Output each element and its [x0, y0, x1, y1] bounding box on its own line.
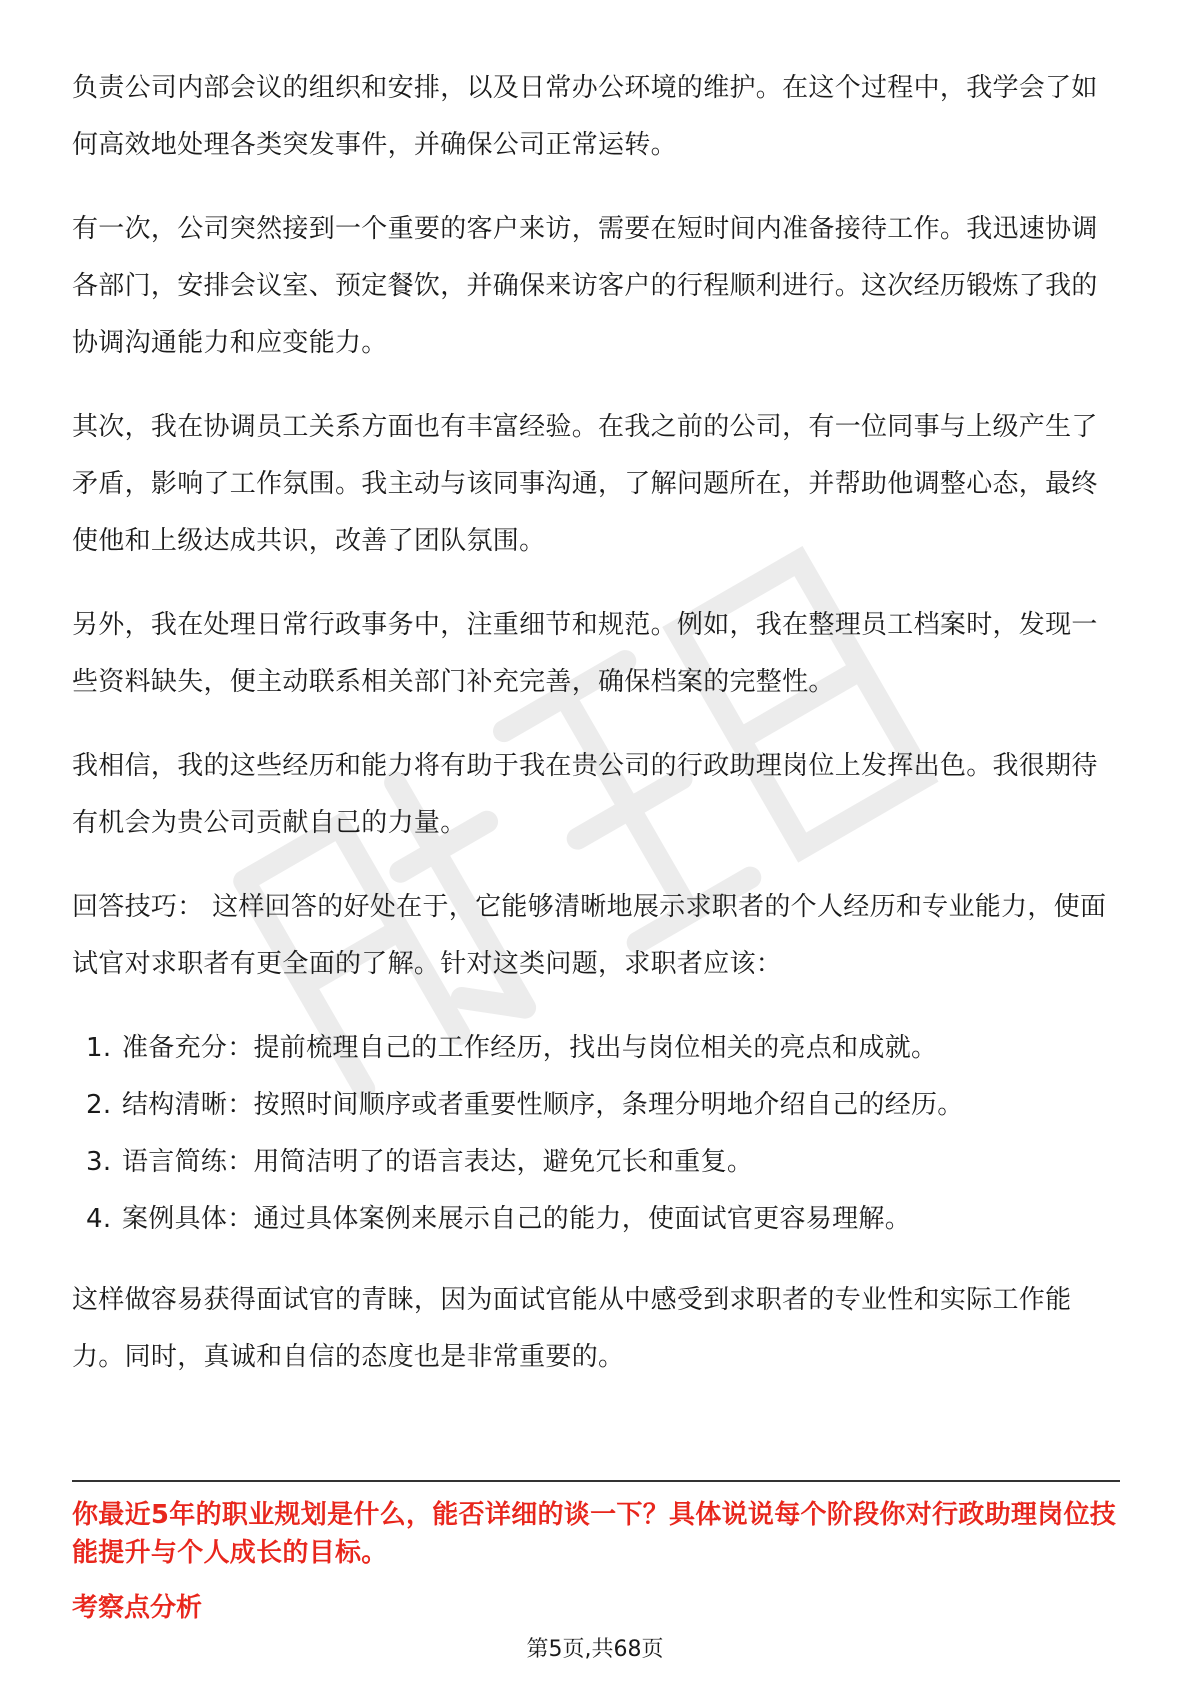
- list-item: [86, 1077, 1120, 1134]
- list-item-text: 案例具体：通过具体案例来展示自己的能力，使面试官更容易理解。: [122, 1204, 912, 1234]
- paragraph-closing: 这样做容易获得面试官的青睐，因为面试官能从中感受到求职者的专业性和实际工作能力。同时，真诚和自信的态度也是非常重要的。: [72, 1285, 1072, 1372]
- paragraph-employee-relations: 其次，我在协调员工关系方面也有丰富经验。在我之前的公司，有一位同事与上级产生了矛盾，影响了工作氛围。我主动与该同事沟通，了解问题所在，并帮助他调整心态，最终使他和上级达成共识，改善了团队氛围。: [72, 412, 1098, 556]
- next-question-heading: 你最近5年的职业规划是什么，能否详细的谈一下？具体说说每个阶段你对行政助理岗位技能提升与个人成长的目标。: [72, 1500, 1117, 1568]
- list-item-number: 2.: [86, 1090, 112, 1120]
- list-item-text: 准备充分：提前梳理自己的工作经历，找出与岗位相关的亮点和成就。: [122, 1033, 938, 1063]
- paragraph-answer-tips: 回答技巧： 这样回答的好处在于，它能够清晰地展示求职者的个人经历和专业能力，使面试官对求职者有更全面的了解。针对这类问题，求职者应该：: [72, 892, 1107, 979]
- list-item-number: 3.: [86, 1147, 112, 1177]
- paragraph-conclusion: 我相信，我的这些经历和能力将有助于我在贵公司的行政助理岗位上发挥出色。我很期待有机会为贵公司贡献自己的力量。: [72, 751, 1098, 838]
- paragraph-daily-affairs: 另外，我在处理日常行政事务中，注重细节和规范。例如，我在整理员工档案时，发现一些资料缺失，便主动联系相关部门补充完善，确保档案的完整性。: [72, 610, 1098, 697]
- list-item-text: 结构清晰：按照时间顺序或者重要性顺序，条理分明地介绍自己的经历。: [122, 1090, 964, 1120]
- paragraph-client-visit: 有一次，公司突然接到一个重要的客户来访，需要在短时间内准备接待工作。我迅速协调各部门，安排会议室、预定餐饮，并确保来访客户的行程顺利进行。这次经历锻炼了我的协调沟通能力和应变能力。: [72, 214, 1098, 358]
- list-item: [86, 1020, 1120, 1077]
- tips-list: [72, 1020, 1120, 1248]
- paragraph-meeting-duties: 负责公司内部会议的组织和安排，以及日常办公环境的维护。在这个过程中，我学会了如何高效地处理各类突发事件，并确保公司正常运转。: [72, 73, 1098, 160]
- page-number: 第5页,共68页: [526, 1637, 664, 1662]
- list-item-number: 4.: [86, 1204, 112, 1234]
- section-divider: [72, 1480, 1120, 1482]
- list-item: [86, 1191, 1120, 1248]
- document-body: [72, 60, 1120, 1413]
- list-item-number: 1.: [86, 1033, 112, 1063]
- list-item: [86, 1134, 1120, 1191]
- analysis-heading: 考察点分析: [72, 1593, 203, 1623]
- list-item-text: 语言简练：用简洁明了的语言表达，避免冗长和重复。: [122, 1147, 754, 1177]
